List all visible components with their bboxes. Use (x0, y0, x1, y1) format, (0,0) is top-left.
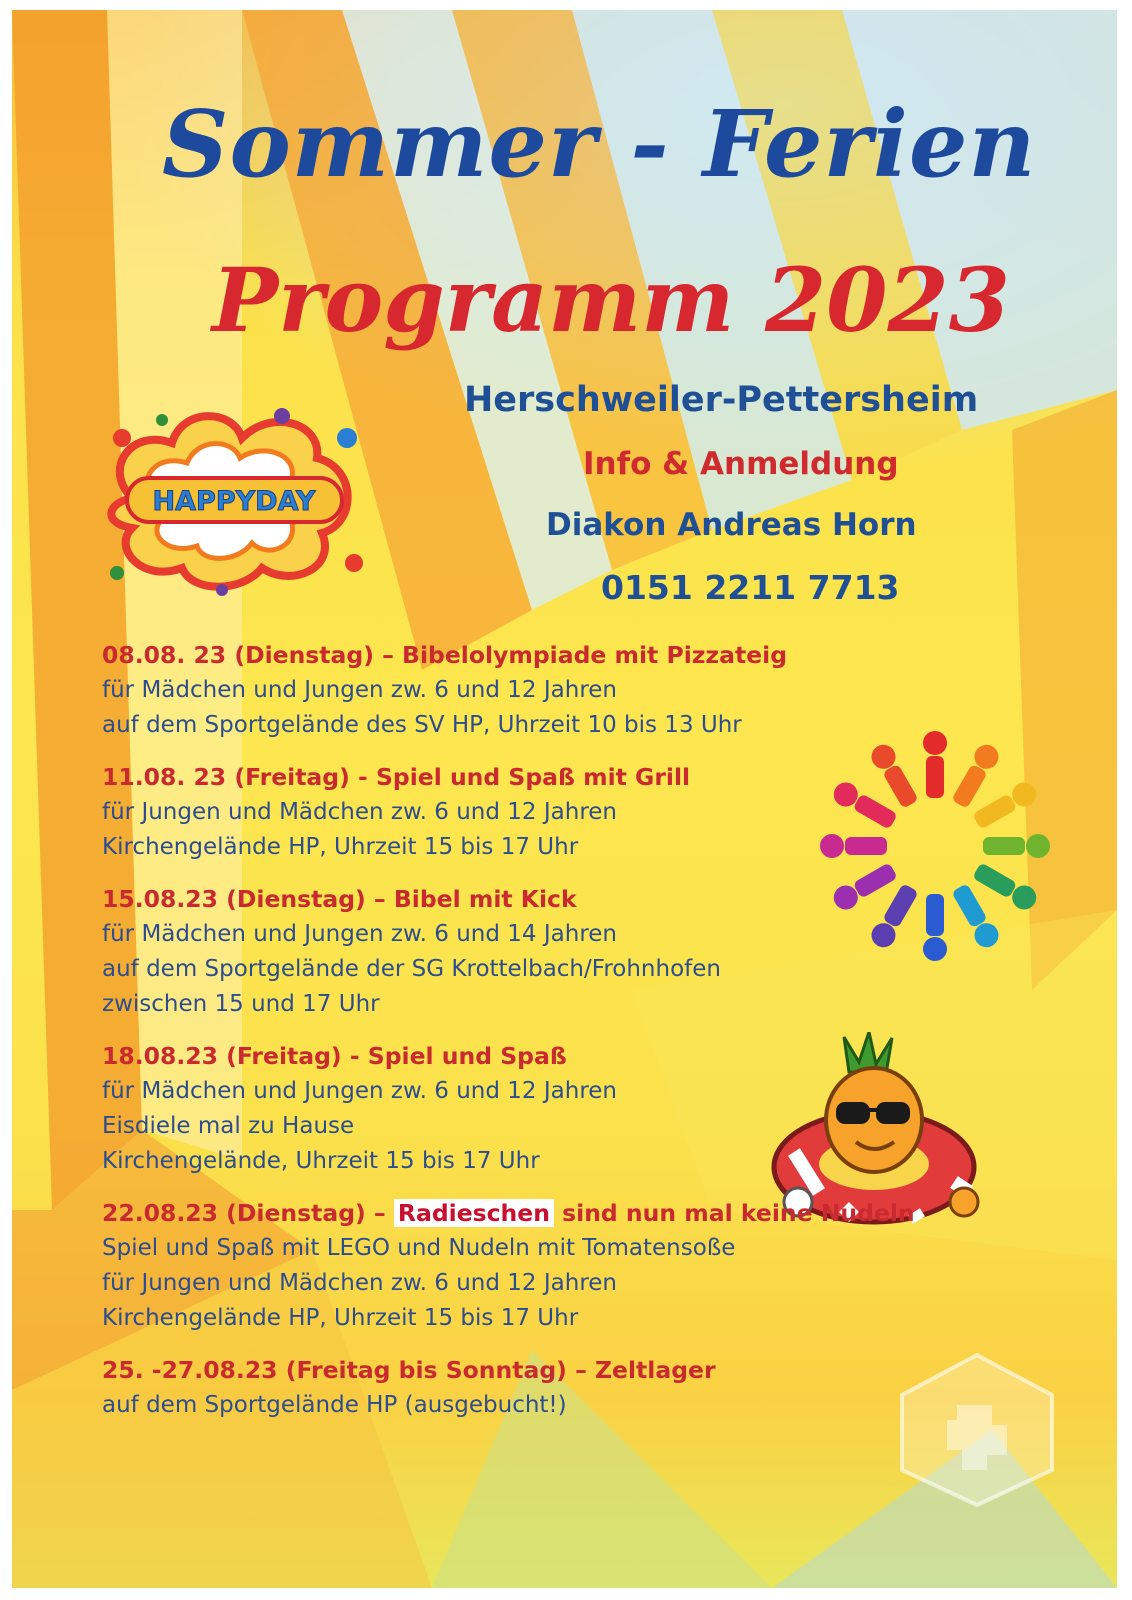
event-title: 25. -27.08.23 (Freitag bis Sonntag) – Zeltlager (102, 1356, 716, 1384)
event-title: 15.08.23 (Dienstag) – Bibel mit Kick (102, 885, 577, 913)
event-list (102, 638, 1002, 1440)
event-title: 11.08. 23 (Freitag) - Spiel und Spaß mit Grill (102, 763, 691, 791)
title-line-1: Sommer - Ferien (162, 90, 1037, 198)
event-detail: Kirchengelände HP, Uhrzeit 15 bis 17 Uhr (102, 1305, 579, 1331)
event-detail: für Jungen und Mädchen zw. 6 und 12 Jahren (102, 1270, 617, 1296)
town-name: Herschweiler-Pettersheim (464, 380, 979, 420)
highlighted-word: Radieschen (394, 1199, 554, 1227)
event-detail: Kirchengelände, Uhrzeit 15 bis 17 Uhr (102, 1148, 540, 1174)
event-title (102, 1196, 1002, 1231)
flyer (12, 10, 1117, 1588)
event-item (102, 1196, 1002, 1336)
event-detail: auf dem Sportgelände des SV HP, Uhrzeit 10 bis 13 Uhr (102, 712, 742, 738)
phone-number: 0151 2211 7713 (601, 568, 900, 607)
event-item (102, 882, 1002, 1022)
contact-name: Diakon Andreas Horn (546, 507, 917, 543)
event-item (102, 760, 1002, 865)
event-detail: für Mädchen und Jungen zw. 6 und 14 Jahren (102, 921, 617, 947)
title-line-2: Programm 2023 (212, 248, 1010, 352)
event-detail: für Mädchen und Jungen zw. 6 und 12 Jahren (102, 1078, 617, 1104)
info-label: Info & Anmeldung (583, 446, 899, 482)
event-item (102, 1039, 1002, 1179)
event-detail: für Mädchen und Jungen zw. 6 und 12 Jahren (102, 677, 617, 703)
happy-day-flower-icon (92, 398, 377, 598)
event-title-prefix: 22.08.23 (Dienstag) – (102, 1199, 394, 1227)
event-title-suffix: sind nun mal keine Nudeln (553, 1199, 915, 1227)
event-detail: für Jungen und Mädchen zw. 6 und 12 Jahren (102, 799, 617, 825)
event-item (102, 638, 1002, 743)
event-title: 18.08.23 (Freitag) - Spiel und Spaß (102, 1042, 567, 1070)
event-title: 08.08. 23 (Dienstag) – Bibelolympiade mit Pizzateig (102, 641, 788, 669)
event-detail: Eisdiele mal zu Hause (102, 1113, 355, 1139)
event-detail: Kirchengelände HP, Uhrzeit 15 bis 17 Uhr (102, 834, 579, 860)
event-detail: zwischen 15 und 17 Uhr (102, 991, 380, 1017)
event-detail: Spiel und Spaß mit LEGO und Nudeln mit Tomatensoße (102, 1235, 736, 1261)
event-detail: auf dem Sportgelände HP (ausgebucht!) (102, 1392, 567, 1418)
event-detail: auf dem Sportgelände der SG Krottelbach/Frohnhofen (102, 956, 721, 982)
event-item (102, 1353, 1002, 1423)
happy-day-text: HAPPYDAY (152, 486, 316, 517)
